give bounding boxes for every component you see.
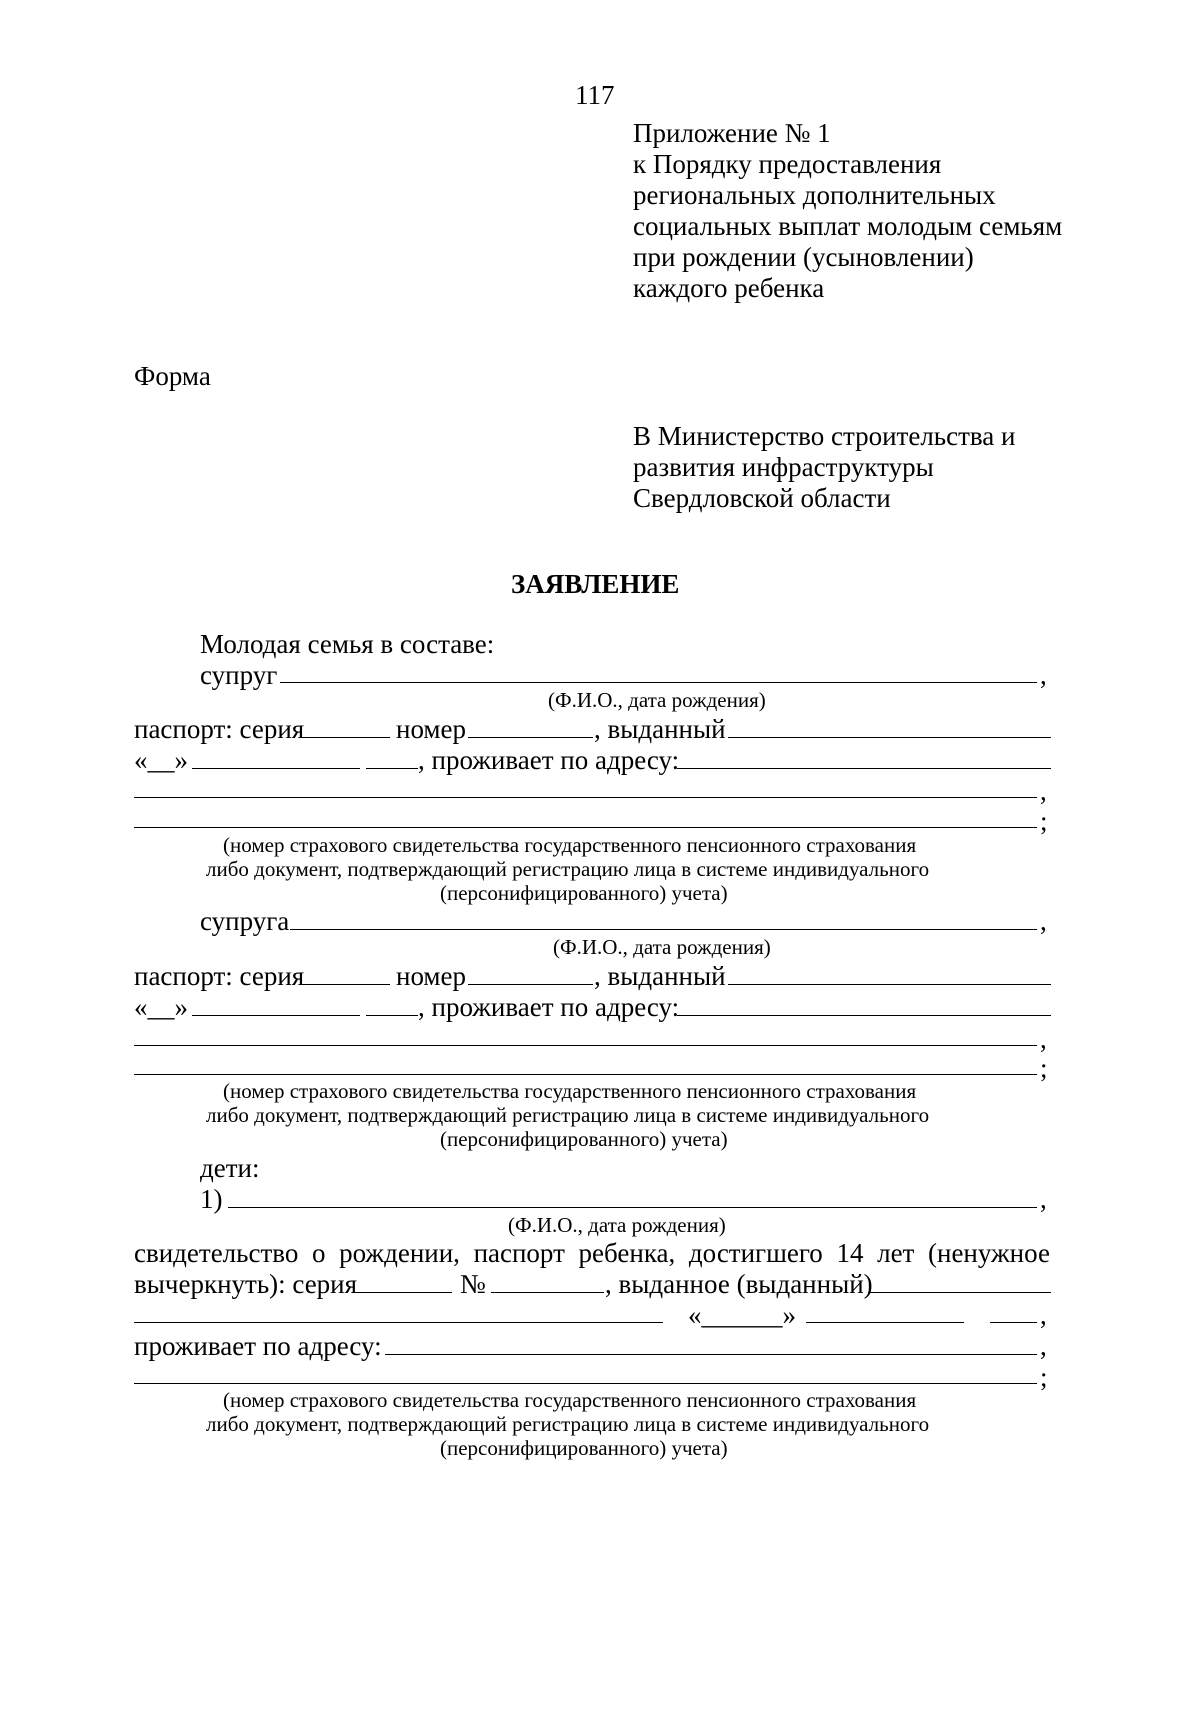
- comma: ,: [1040, 1024, 1047, 1054]
- cert-word: лет: [877, 1238, 915, 1268]
- passport-number-field[interactable]: [468, 737, 593, 738]
- lives-at-label: проживает по адресу:: [134, 1331, 382, 1361]
- birth-certificate-text: [134, 1240, 1050, 1267]
- address-field-line-2[interactable]: [134, 797, 1037, 798]
- date-year-field[interactable]: [366, 768, 418, 769]
- cert-series-field[interactable]: [355, 1292, 452, 1293]
- snils-hint: (персонифицированного) учета): [440, 1127, 728, 1151]
- husband-label: супруг: [200, 660, 278, 690]
- cert-issued-field[interactable]: [868, 1292, 1051, 1293]
- addressee-line: Свердловской области: [633, 483, 891, 513]
- appendix-line: при рождении (усыновлении): [633, 242, 974, 272]
- cert-word: достигшего: [688, 1238, 823, 1268]
- wife-name-field[interactable]: [290, 929, 1037, 930]
- lives-at-label: , проживает по адресу:: [418, 745, 680, 775]
- snils-hint: (персонифицированного) учета): [440, 1436, 728, 1460]
- snils-hint: (номер страхового свидетельства государственного пенсионного страхования: [223, 1079, 917, 1103]
- issued-by-label: , выданный: [594, 961, 726, 991]
- snils-hint: (номер страхового свидетельства государственного пенсионного страхования: [223, 833, 917, 857]
- comma: ,: [1040, 1184, 1047, 1214]
- snils-hint: либо документ, подтверждающий регистрацию лица в системе индивидуального: [206, 1412, 930, 1436]
- semicolon: ;: [1040, 1362, 1048, 1392]
- page-number: 117: [575, 80, 615, 110]
- appendix-line: к Порядку предоставления: [633, 149, 942, 179]
- comma: ,: [1040, 776, 1047, 806]
- appendix-line: региональных дополнительных: [633, 180, 996, 210]
- date-year-field[interactable]: [366, 1015, 418, 1016]
- cert-issued-field-line-2[interactable]: [134, 1322, 663, 1323]
- date-quote: «______»: [688, 1300, 796, 1330]
- cert-word: рождении,: [339, 1238, 460, 1268]
- date-month-field[interactable]: [806, 1322, 964, 1323]
- cert-word: 14: [836, 1238, 864, 1268]
- appendix-line: каждого ребенка: [633, 273, 825, 303]
- cert-word: свидетельство: [134, 1238, 299, 1268]
- child-item-number: 1): [200, 1184, 223, 1214]
- husband-name-field[interactable]: [280, 682, 1037, 683]
- cert-series-label: вычеркнуть): серия: [134, 1269, 358, 1299]
- snils-hint: либо документ, подтверждающий регистрацию лица в системе индивидуального: [206, 857, 930, 881]
- address-field-line-2[interactable]: [134, 1045, 1037, 1046]
- cert-number-label: №: [460, 1269, 486, 1299]
- snils-field[interactable]: [134, 827, 1037, 828]
- children-label: дети:: [200, 1153, 260, 1183]
- form-label: Форма: [134, 361, 211, 391]
- semicolon: ;: [1040, 806, 1048, 836]
- field-hint: (Ф.И.О., дата рождения): [508, 1213, 726, 1237]
- cert-word: (ненужное: [928, 1238, 1050, 1268]
- address-field[interactable]: [385, 1354, 1037, 1355]
- cert-word: ребенка,: [578, 1238, 676, 1268]
- issued-by-field[interactable]: [728, 984, 1051, 985]
- passport-number-label: номер: [396, 714, 467, 744]
- lives-at-label: , проживает по адресу:: [418, 992, 680, 1022]
- comma: ,: [1040, 1331, 1047, 1361]
- address-field[interactable]: [677, 1015, 1051, 1016]
- address-field[interactable]: [677, 768, 1051, 769]
- snils-hint: либо документ, подтверждающий регистрацию лица в системе индивидуального: [206, 1103, 930, 1127]
- addressee-line: развития инфраструктуры: [633, 452, 934, 482]
- cert-issued-label: , выданное (выданный): [605, 1269, 873, 1299]
- date-month-field[interactable]: [192, 768, 360, 769]
- snils-field[interactable]: [134, 1383, 1037, 1384]
- field-hint: (Ф.И.О., дата рождения): [553, 935, 771, 959]
- passport-number-label: номер: [396, 961, 467, 991]
- comma: ,: [1040, 906, 1047, 936]
- passport-series-field[interactable]: [300, 737, 390, 738]
- passport-series-label: паспорт: серия: [134, 961, 305, 991]
- passport-number-field[interactable]: [468, 984, 593, 985]
- issued-by-label: , выданный: [594, 714, 726, 744]
- appendix-line: Приложение № 1: [633, 118, 831, 148]
- comma: ,: [1040, 1300, 1047, 1330]
- intro-text: Молодая семья в составе:: [200, 629, 495, 659]
- issued-by-field[interactable]: [728, 737, 1051, 738]
- snils-hint: (номер страхового свидетельства государственного пенсионного страхования: [223, 1388, 917, 1412]
- semicolon: ;: [1040, 1053, 1048, 1083]
- appendix-line: социальных выплат молодым семьям: [633, 211, 1063, 241]
- comma: ,: [1040, 660, 1047, 690]
- cert-word: паспорт: [473, 1238, 565, 1268]
- wife-label: супруга: [200, 906, 290, 936]
- date-year-field[interactable]: [990, 1322, 1037, 1323]
- passport-series-field[interactable]: [300, 984, 390, 985]
- date-quote: «__»: [134, 745, 188, 775]
- child-name-field[interactable]: [228, 1207, 1037, 1208]
- snils-field[interactable]: [134, 1074, 1037, 1075]
- cert-number-field[interactable]: [491, 1292, 604, 1293]
- document-title: ЗАЯВЛЕНИЕ: [511, 569, 680, 599]
- field-hint: (Ф.И.О., дата рождения): [548, 688, 766, 712]
- passport-series-label: паспорт: серия: [134, 714, 305, 744]
- cert-word: о: [311, 1238, 326, 1268]
- date-quote: «__»: [134, 992, 188, 1022]
- date-month-field[interactable]: [192, 1015, 360, 1016]
- snils-hint: (персонифицированного) учета): [440, 881, 728, 905]
- addressee-line: В Министерство строительства и: [633, 421, 1016, 451]
